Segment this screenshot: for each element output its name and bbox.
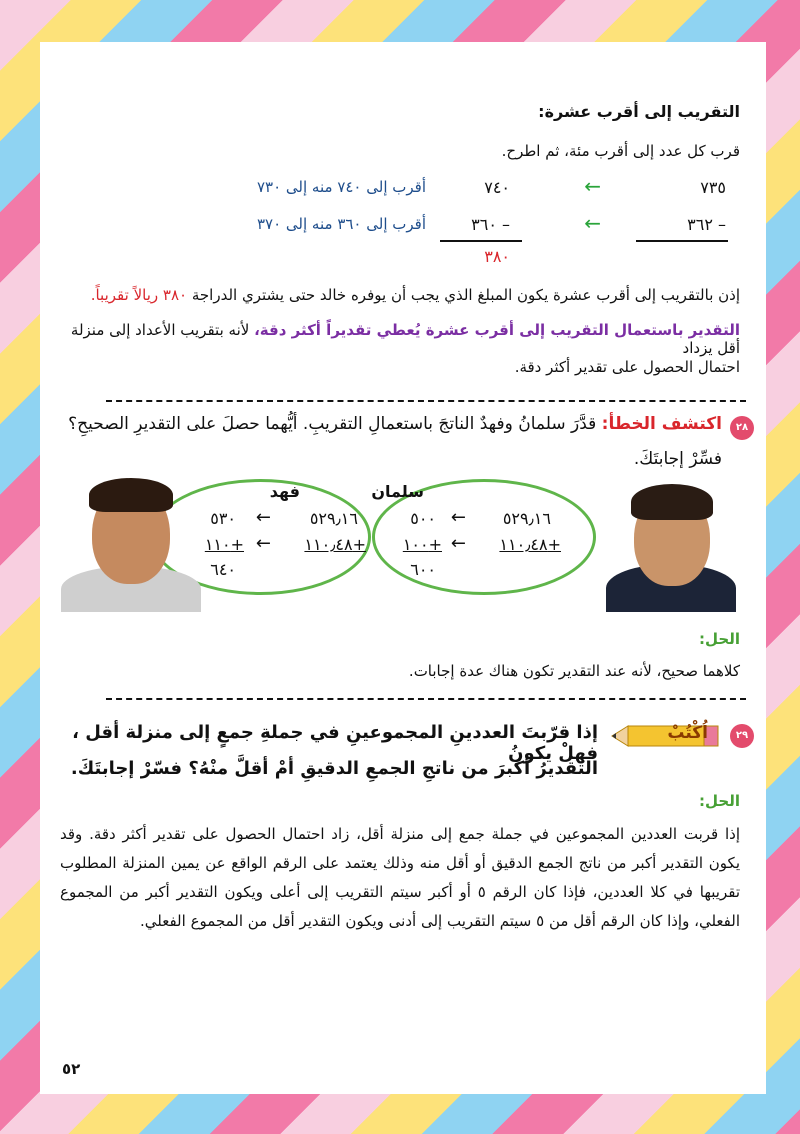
salman-line1-arrow-icon: ← [450,507,466,528]
question-28-line1 [62,414,722,434]
q28-solution-label: الحل: [699,630,740,648]
section-title: التقريب إلى أقرب عشرة: [538,102,740,121]
row1-arrow-icon: ← [584,174,601,198]
write-label: اُكْتُبْ [667,723,708,743]
question-28-line2: فسِّرْ إجابتَكَ. [633,449,722,469]
question-29-line2: التقديرُ أكبرَ من ناتجِ الجمعِ الدقيقِ أمْ أقلَّ منْهُ؟ فسّرْ إجابتَكَ. [70,758,598,779]
divider-2 [106,698,746,700]
question-29-number: ٢٩ [730,724,754,748]
row-underline-right [440,240,522,242]
row2-note: أقرب إلى ٣٦٠ منه إلى ٣٧٠ [256,215,426,233]
fahd-line1-right: ٥٣٠ [210,509,236,528]
page-number: ٥٢ [62,1060,81,1078]
instruction-text: قرب كل عدد إلى أقرب مئة، ثم اطرح. [501,142,740,160]
fahd-total: ٦٤٠ [210,560,236,579]
row2-arrow-icon: ← [584,211,601,235]
rounding-result: ٣٨٠ [484,247,510,266]
divider-1 [106,400,746,402]
conclusion-line [50,286,740,304]
estimate-rest: لأنه بتقريب الأعداد إلى منزلة أقل يزداد [70,321,740,357]
fahd-name: فهد [269,482,300,501]
worksheet-page [40,42,766,1094]
q28-answer: كلاهما صحيح، لأنه عند التقدير تكون هناك عدة إجابات. [408,662,740,680]
question-28-number: ٢٨ [730,416,754,440]
fahd-photo [56,470,206,612]
salman-name: سلمان [371,482,424,501]
salman-line1-left: ٥٢٩٫١٦ [502,509,551,528]
estimate-line2: احتمال الحصول على تقدير أكثر دقة. [514,358,740,376]
estimate-line [50,321,740,357]
row1-rounded: ٧٤٠ [484,178,510,197]
fahd-line2-left: +١١٠٫٤٨ [304,535,366,554]
fahd-line1-left: ٥٢٩٫١٦ [309,509,358,528]
q29-answer: إذا قربت العددين المجموعين في جملة جمع إلى منزلة أقل، زاد احتمال الحصول على تقدير أكثر دقة. وقد يكون التقدير أكبر من ناتج الجمع الدقيق أو أقل منه وذلك يعتمد على الرقم الواقع عن يمين المنزلة المطلوب تقريبها في كلا العددين، فإذا كان الرقم ٥ أو أكبر سيتم التقريب إلى أعلى ويكون التقدير أكبر من المجموع الفعلي، وإذا كان الرقم أقل من ٥ سيتم التقريب إلى أدنى ويكون التقدير أقل من المجموع الفعلي. [60,825,741,930]
conclusion-amount: ٣٨٠ ريالاً تقريباً. [90,286,188,304]
fahd-line1-arrow-icon: ← [255,507,271,528]
salman-line2-left: +١١٠٫٤٨ [499,535,561,554]
q29-solution-label: الحل: [699,792,740,810]
salman-total: ٦٠٠ [410,560,436,579]
conclusion-text: إذن بالتقريب إلى أقرب عشرة يكون المبلغ الذي يجب أن يوفره خالد حتى يشتري الدراجة [191,286,740,304]
fahd-line2-arrow-icon: ← [255,533,271,554]
spot-error-label: اكتشف الخطأ: [601,414,722,434]
question-29-line1: إذا قرّبتَ العددينِ المجموعينِ في جملةِ جمعٍ إلى منزلة أقل ، فهلْ يكونُ [72,722,598,764]
fahd-line2-right: +١١٠ [204,535,244,554]
salman-line2-arrow-icon: ← [450,533,466,554]
row2-rounded: – ٣٦٠ [471,215,510,234]
row1-note: أقرب إلى ٧٤٠ منه إلى ٧٣٠ [256,178,426,196]
row2-original: – ٣٦٢ [687,215,726,234]
salman-line2-right: +١٠٠ [402,535,442,554]
question-28-text: قدَّرَ سلمانُ وفهدٌ الناتجَ باستعمالِ التقريبِ. أيُّهما حصلَ على التقديرِ الصحيحِ؟ [68,414,597,434]
row1-original: ٧٣٥ [700,178,726,197]
row-underline-left [636,240,728,242]
salman-line1-right: ٥٠٠ [410,509,436,528]
salman-photo [596,470,746,612]
estimate-highlight: التقدير باستعمال التقريب إلى أقرب عشرة يُعطي تقديراً أكثر دقة، [254,321,740,339]
